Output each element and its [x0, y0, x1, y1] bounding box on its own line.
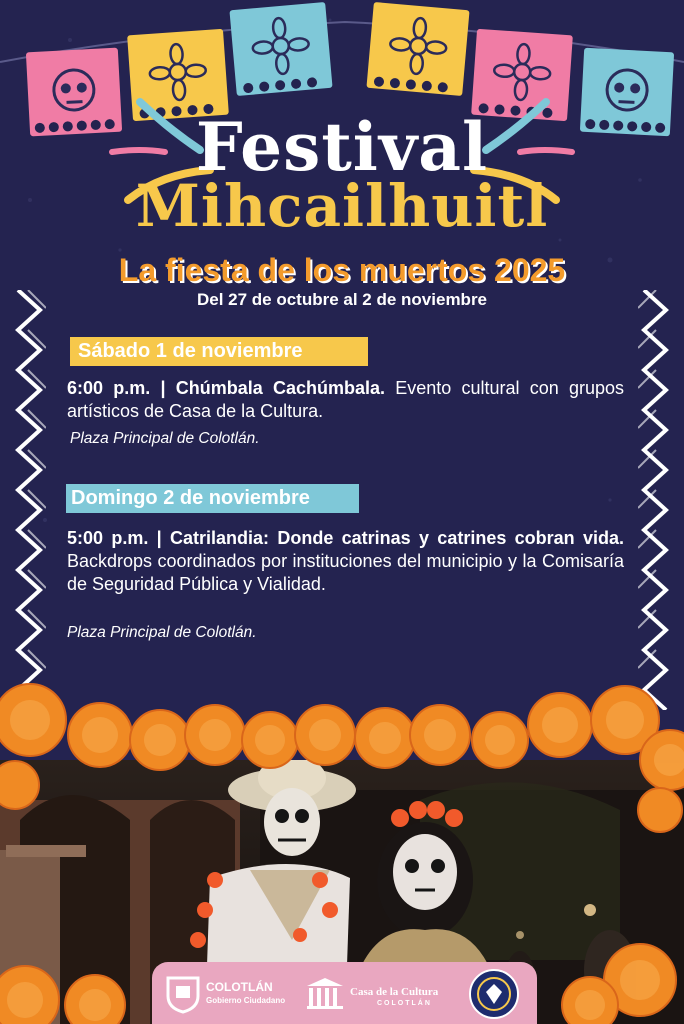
- flower-flag-yellow: [366, 2, 469, 96]
- event-description-1: [67, 377, 624, 423]
- zigzag-border-left: [12, 290, 46, 710]
- event-time-title-2: 5:00 p.m. | Catrilandia: Donde catrinas y catrines cobran vida.: [67, 528, 624, 548]
- seguridad-badge-icon: [468, 968, 520, 1020]
- event-description-2: [67, 527, 624, 596]
- casa-cultura-building-icon: [305, 976, 345, 1010]
- colotlan-sub: Gobierno Ciudadano: [206, 996, 286, 1005]
- festival-name: Mihcailhuitl: [135, 172, 549, 240]
- footer-logos-bar: [152, 962, 537, 1024]
- event-text-1: Evento cultural con grupos artísticos de Casa de la Cultura.: [67, 378, 624, 421]
- casa-cultura-name: Casa de la Cultura: [350, 986, 439, 998]
- event-day-sunday: Domingo 2 de noviembre: [66, 484, 359, 513]
- event-day-saturday: Sábado 1 de noviembre: [70, 337, 368, 366]
- event-place-1: Plaza Principal de Colotlán.: [70, 430, 260, 447]
- colotlan-name: COLOTLÁN: [206, 980, 273, 994]
- flower-flag-cyan: [229, 2, 332, 96]
- casa-cultura-sub: COLOTLÁN: [377, 1000, 432, 1007]
- event-time-title-1: 6:00 p.m. | Chúmbala Cachúmbala.: [67, 378, 385, 398]
- event-place-2: Plaza Principal de Colotlán.: [67, 624, 257, 641]
- event-text-2: Backdrops coordinados por instituciones del municipio y la Comisaría de Seguridad Pública y Vialidad.: [67, 551, 624, 594]
- festival-title: Festival: [195, 108, 489, 186]
- festival-subtitle: La fiesta de los muertos 2025: [118, 252, 566, 288]
- zigzag-border-right: [638, 290, 672, 710]
- colotlan-shield-icon: [164, 974, 202, 1014]
- festival-dates: Del 27 de octubre al 2 de noviembre: [196, 290, 488, 309]
